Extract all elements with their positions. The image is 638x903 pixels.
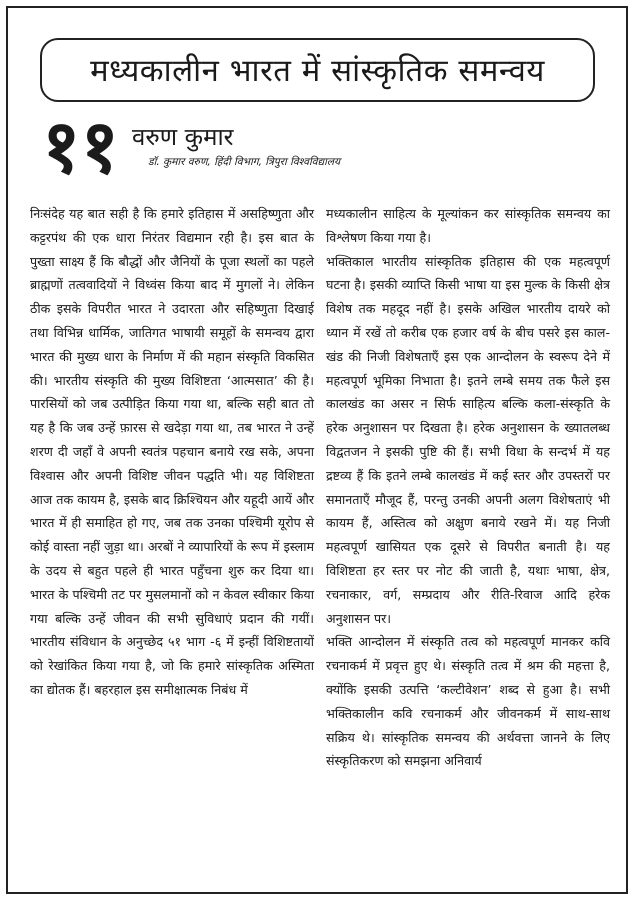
author-designation: डॉ. कुमार वरुण, हिंदी विभाग, त्रिपुरा विश्वविद्यालय <box>148 156 341 168</box>
title-banner <box>40 38 595 102</box>
paragraph: निःसंदेह यह बात सही है कि हमारे इतिहास में असहिष्णुता और कट्टरपंथ की एक धारा निरंतर विद्यमान रही है। इस बात के पुख्ता साक्ष्य हैं कि बौद्धों और जैनियों के पूजा स्थलों का पहले ब्राह्मणों तत्ववादियों ने विध्वंस किया बाद में मुगलों ने। लेकिन ठीक इसके विपरीत भारत ने उदारता और सहिष्णुता दिखाई तथा विभिन्न धार्मिक, जातिगत भाषायी समूहों के समन्वय द्वारा भारत की मुख्य धारा के निर्माण में की महान संस्कृति विकसित की। भारतीय संस्कृति की मुख्य विशिष्टता ‘आत्मसात’ की है। पारसियों को जब उत्पीड़ित किया गया था, बल्कि सही बात तो यह है कि जब उन्हें फ़ारस से खदेड़ा गया था, तब भारत ने उन्हें शरण दी जहाँ वे अपनी स्वतंत्र पहचान बनाये रख सके, अपना विश्वास और अपनी विशिष्ट जीवन पद्धति भी। यह विशिष्टता आज तक कायम है, इसके बाद क्रिश्चियन और यहूदी आयें और भारत में ही समाहित हो गए, जब तक उनका पश्चिमी यूरोप से कोई वास्ता नहीं जुड़ा था। अरबों ने व्यापारियों के रूप में इस्लाम के उदय से बहुत पहले ही भारत पहुँचना शुरु कर दिया था। भारत के पश्चिमी तट पर मुसलमानों को न केवल स्वीकार किया गया बल्कि उन्हें जीवन की सभी सुविधाएं प्रदान की गयीं। भारतीय संविधान के अनुच्छेद ५१ भाग -६ में इन्हीं विशिष्टतायों को रेखांकित किया गया है, जो कि हमारे सांस्कृतिक अस्मिता का द्योतक हैं। बहरहाल इस समीक्षात्मक निबंध में <box>30 206 314 697</box>
paragraph: भक्तिकाल भारतीय सांस्कृतिक इतिहास की एक महत्वपूर्ण घटना है। इसकी व्याप्ति किसी भाषा या इस मुल्क के किसी क्षेत्र विशेष तक महदूद नहीं है। इसके अखिल भारतीय दायरे को ध्यान में रखें तो करीब एक हजार वर्ष के बीच पसरे इस काल-खंड की निजी विशेषताएँ इस एक आन्दोलन के स्वरूप देने में महत्वपूर्ण भूमिका निभाता है। इतने लम्बे समय तक फैले इस कालखंड का असर न सिर्फ साहित्य बल्कि कला-संस्कृति के हरेक अनुशासन पर दिखता है। हरेक अनुशासन के ख्यातलब्ध विद्वतजन ने इसकी पुष्टि की हैं। सभी विधा के सन्दर्भ में यह द्रष्टव्य हैं कि इतने लम्बे कालखंड में कई स्तर और उपस्तरों पर समानताएँ मौजूद हैं, परन्तु उनकी अपनी अलग विशेषताएं भी कायम हैं, अस्तित्व को अक्षुण बनाये रखने में। यह निजी महत्वपूर्ण खासियत एक दूसरे से विपरीत बनाती है। यह विशिष्टता हर स्तर पर नोट की जाती है, यथाः भाषा, क्षेत्र, रचनाकार, वर्ग, सम्प्रदाय और रीति-रिवाज आदि हरेक अनुशासन पर। <box>326 253 610 626</box>
article-column-left <box>30 202 314 702</box>
article-title: मध्यकालीन भारत में सांस्कृतिक समन्वय <box>90 53 545 89</box>
paragraph: भक्ति आन्दोलन में संस्कृति तत्व को महत्वपूर्ण मानकर कवि रचनाकर्म में प्रवृत्त हुए थे। संस्कृति तत्व में श्रम की महत्ता है, क्योंकि इसकी उत्पत्ति ‘कल्टीवेशन’ शब्द से हुआ है। सभी भक्तिकालीन कवि रचनाकर्म और जीवनकर्म में साथ-साथ सक्रिय थे। सांस्कृतिक समन्वय की अर्थवत्ता जानने के लिए संस्कृतिकरण को समझना अनिवार्य <box>326 634 610 769</box>
article-column-right <box>326 202 610 773</box>
author-name: वरुण कुमार <box>132 123 234 151</box>
issue-number: ११ <box>42 104 119 190</box>
paragraph: मध्यकालीन साहित्य के मूल्यांकन कर सांस्कृतिक समन्वय का विश्लेषण किया गया है। <box>326 206 610 245</box>
